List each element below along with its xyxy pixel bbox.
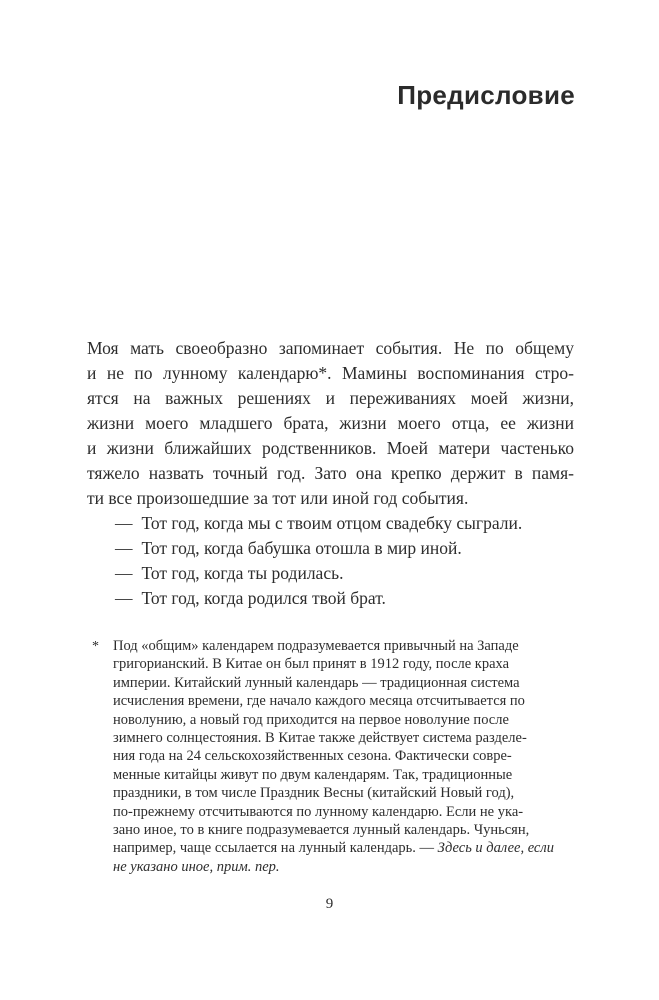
body-paragraph-line: ти все произошедшие за тот или иной год события. (87, 488, 469, 508)
footnote-line: григорианский. В Китае он был принят в 1912 году, после краха (113, 656, 510, 673)
footnote-marker: * (92, 639, 99, 654)
footnote-line: праздники, в том числе Праздник Весны (китайский Новый год), (113, 785, 515, 802)
footnote-line (113, 839, 574, 857)
footnote-line-normal-part: например, чаще ссылается на лунный календарь. — (113, 840, 438, 857)
memory-list-item (87, 586, 574, 611)
footnote-line: новолунию, а новый год приходится на первое новолуние после (113, 711, 509, 728)
memory-list-item (87, 511, 574, 536)
footnote-line: Под «общим» календарем подразумевается привычный на Западе (113, 638, 519, 654)
footnote-line: ния года на 24 сельскохозяйственных сезона. Фактически совре- (113, 748, 512, 765)
body-paragraph-line: жизни моего младшего брата, жизни моего отца, ее жизни (87, 413, 574, 433)
body-paragraph-line: ятся на важных решениях и переживаниях моей жизни, (87, 388, 574, 408)
footnote-line: исчисления времени, где начало каждого месяца отсчитывается по (113, 693, 525, 710)
memory-list-item-text: Тот год, когда бабушка отошла в мир иной. (141, 538, 462, 558)
chapter-title: Предисловие (397, 80, 575, 110)
memory-list-item-text: Тот год, когда родился твой брат. (141, 588, 386, 608)
body-paragraph-line: и жизни ближайших родственников. Моей матери частенько (87, 438, 574, 458)
memory-list-item-text: Тот год, когда мы с твоим отцом свадебку сыграли. (141, 513, 523, 533)
list-dash: — (115, 538, 133, 558)
body-paragraph-line: Моя мать своеобразно запоминает события. Не по общему (87, 338, 574, 358)
footnote-line: империи. Китайский лунный календарь — традиционная система (113, 674, 520, 691)
body-paragraph-line: и не по лунному календарю*. Мамины воспоминания стро- (87, 363, 574, 383)
list-dash: — (115, 513, 133, 533)
memory-list-item (87, 561, 574, 586)
memory-list (87, 511, 574, 611)
footnote-line: менные китайцы живут по двум календарям. Так, традиционные (113, 766, 513, 783)
page-number: 9 (325, 896, 334, 912)
footnote-line: зимнего солнцестояния. В Китае также действует система разделе- (113, 730, 527, 747)
memory-list-item-text: Тот год, когда ты родилась. (141, 563, 344, 583)
footnote-line: не указано иное, прим. пер. (113, 858, 280, 875)
body-text (87, 336, 574, 611)
memory-list-item (87, 536, 574, 561)
body-paragraph-line: тяжело назвать точный год. Зато она крепко держит в памя- (87, 463, 574, 483)
list-dash: — (115, 588, 133, 608)
footnote (87, 637, 574, 876)
footnote-text (113, 637, 574, 876)
footnote-line-italic-part: Здесь и далее, если (437, 840, 554, 857)
footnote-line: по-прежнему отсчитываются по лунному календарю. Если не ука- (113, 803, 524, 820)
footnote-line: зано иное, то в книге подразумевается лунный календарь. Чуньсян, (113, 822, 530, 839)
list-dash: — (115, 563, 133, 583)
